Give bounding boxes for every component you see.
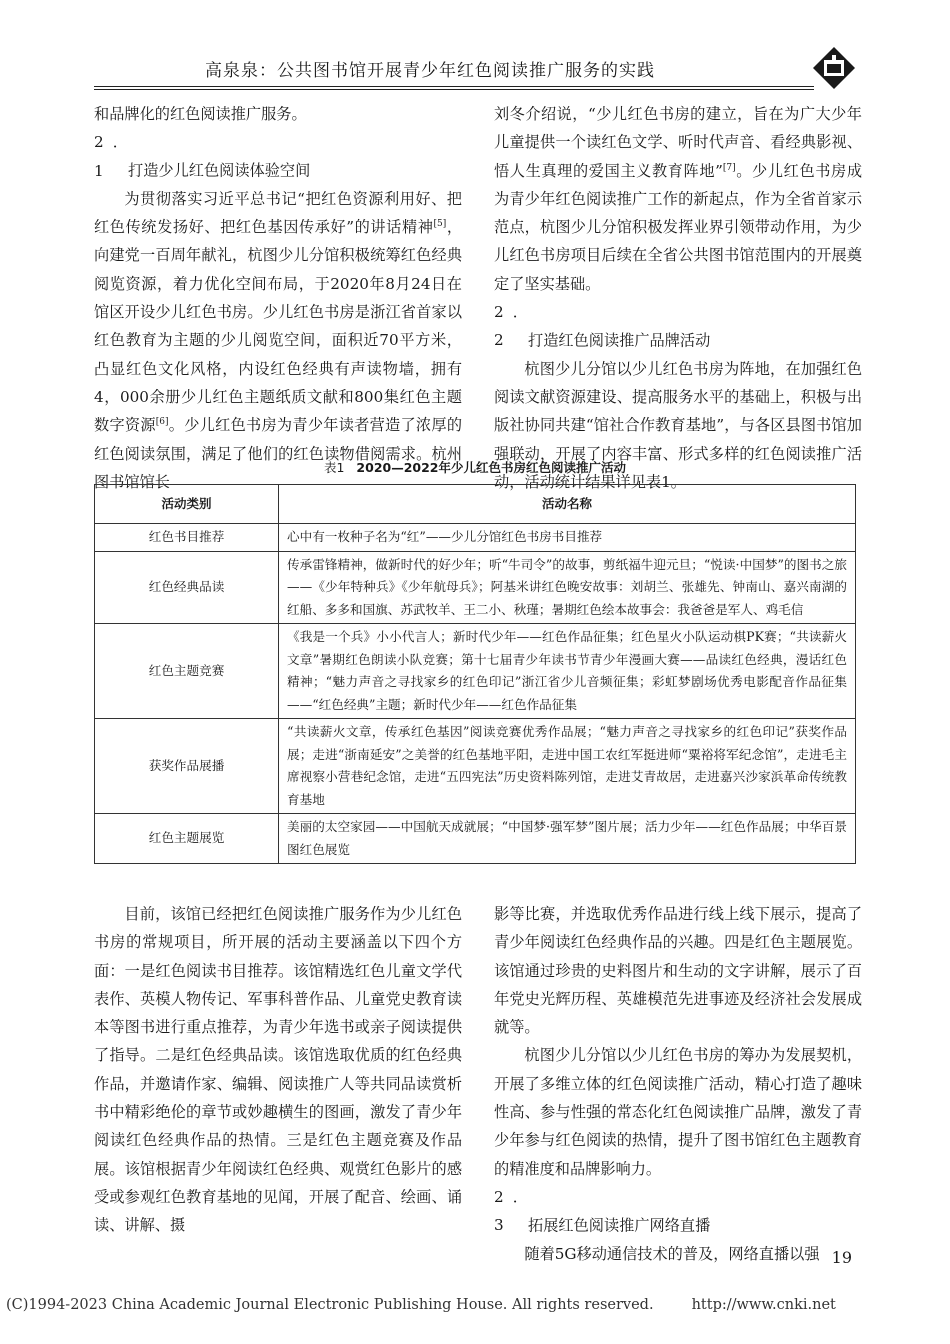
citation-ref: [6]	[155, 417, 169, 428]
table-row	[95, 624, 856, 719]
table-row	[95, 814, 856, 864]
table-cell-category: 获奖作品展播	[95, 719, 279, 814]
paragraph-live-streaming: 随着5G移动通信技术的普及，网络直播以强	[524, 1244, 820, 1263]
table-title: 2020—2022年少儿红色书房红色阅读推广活动	[356, 460, 627, 475]
paragraph-text: ，向建党一百周年献礼，杭图少儿分馆积极统筹红色经典阅览资源，着力优化空间布局，于2020年8月24日在馆区开设少儿红色书房。少儿红色书房是浙江省首家以红色教育为主题的少儿阅览空间，面积近70平方米，凸显红色文化风格，内设红色经典有声读物墙，拥有4，000余册少儿红色主题纸质文献和800集红色主题数字资源	[94, 218, 463, 435]
paragraph-reading-space	[94, 185, 462, 496]
paragraph-four-aspects-cont: 影等比赛，并选取优秀作品进行线上线下展示，提高了青少年阅读红色经典作品的兴趣。四是红色主题展览。该馆通过珍贵的史料图片和生动的文字讲解，展示了百年党史光辉历程、英雄模范先进事迹及经济社会发展成就等。	[494, 905, 862, 1037]
paragraph-brand-activities: 杭图少儿分馆以少儿红色书房为阵地，在加强红色阅读文献资源建设、提高服务水平的基础上，积极与出版社协同共建“馆社合作教育基地”，与各区县图书馆加强联动，开展了内容丰富、形式多样的红色阅读推广活动，活动统计结果详见表1。	[494, 359, 862, 491]
journal-logo-icon	[812, 46, 856, 90]
header-rule-double	[94, 89, 814, 90]
running-header	[94, 46, 856, 96]
table-cell-names: “共读薪火文章，传承红色基因”阅读竞赛优秀作品展；“魅力声音之寻找家乡的红色印记”获奖作品展；走进“浙南延安”之美誉的红色基地平阳，走进中国工农红军挺进师“粟裕将军纪念馆”，走进毛主席视察小营巷纪念馆，走进“五四宪法”历史资料陈列馆，走进艾青故居，走进嘉兴沙家浜革命传统教育基地	[279, 719, 856, 814]
paragraph-text: 。少儿红色书房成为青少年红色阅读推广工作的新起点，作为全省首家示范点，杭图少儿分馆积极发挥业界引领带动作用，为少儿红色书房项目后续在全省公共图书馆范围内的开展奠定了坚实基础。	[494, 161, 863, 293]
table-cell-category: 红色书目推荐	[95, 524, 279, 552]
cnki-link[interactable]: http://www.cnki.net	[691, 1297, 836, 1313]
column-right-bottom	[494, 900, 862, 1268]
column-left-top	[94, 100, 462, 496]
table-row	[95, 719, 856, 814]
citation-ref: [7]	[722, 162, 736, 173]
section-heading-2-1	[94, 128, 462, 185]
table-cell-names: 心中有一枚种子名为“红”——少儿分馆红色书房书目推荐	[279, 524, 856, 552]
table-caption	[94, 458, 856, 476]
table-header-row	[95, 485, 856, 524]
column-left-bottom	[94, 900, 462, 1240]
section-number: 2．2	[494, 303, 528, 350]
table-cell-category: 红色主题竞赛	[95, 624, 279, 719]
header-rule	[94, 86, 814, 87]
table-cell-category: 红色经典品读	[95, 551, 279, 624]
column-right-top	[494, 100, 862, 496]
table-cell-names: 美丽的太空家园——中国航天成就展；“中国梦·强军梦”图片展；活力少年——红色作品展；中华百景图红色展览	[279, 814, 856, 864]
page-number: 19	[831, 1248, 852, 1267]
table-cell-names: 《我是一个兵》小小代言人；新时代少年——红色作品征集；红色星火小队运动棋PK赛；“共读薪火文章”暑期红色朗读小队竞赛；第十七届青少年读书节青少年漫画大赛——品读红色经典，漫话红色精神；“魅力声音之寻找家乡的红色印记”浙江省少儿音频征集；彩虹梦剧场优秀电影配音作品征集——“红色经典”主题；新时代少年——红色作品征集	[279, 624, 856, 719]
table-row	[95, 524, 856, 552]
section-title: 打造红色阅读推广品牌活动	[528, 331, 711, 350]
citation-ref: [5]	[433, 219, 447, 230]
copyright-footer	[6, 1297, 836, 1313]
paragraph-four-aspects: 目前，该馆已经把红色阅读推广服务作为少儿红色书房的常规项目，所开展的活动主要涵盖以下四个方面：一是红色阅读书目推荐。该馆精选红色儿童文学代表作、英模人物传记、军事科普作品、儿童党史教育读本等图书进行重点推荐，为青少年选书或亲子阅读提供了指导。二是红色经典品读。该馆选取优质的红色经典作品，并邀请作家、编辑、阅读推广人等共同品读赏析书中精彩绝伦的章节或妙趣横生的图画，激发了青少年阅读红色经典作品的热情。三是红色主题竞赛及作品展。该馆根据青少年阅读红色经典、观赏红色影片的感受或参观红色教育基地的见闻，开展了配音、绘画、诵读、讲解、摄	[94, 905, 462, 1235]
section-number: 2．1	[94, 133, 128, 180]
table-header-names: 活动名称	[279, 485, 856, 524]
activities-table	[94, 484, 856, 864]
paragraph-brand-summary: 杭图少儿分馆以少儿红色书房的筹办为发展契机，开展了多维立体的红色阅读推广活动，精心打造了趣味性高、参与性强的常态化红色阅读推广品牌，激发了青少年参与红色阅读的热情，提升了图书馆红色主题教育的精准度和品牌影响力。	[494, 1046, 862, 1178]
section-heading-2-3	[494, 1183, 862, 1240]
intro-line: 和品牌化的红色阅读推广服务。	[94, 105, 307, 123]
table-header-category: 活动类别	[95, 485, 279, 524]
section-number: 2．3	[494, 1187, 528, 1235]
section-heading-2-2	[494, 298, 862, 355]
table-cell-category: 红色主题展览	[95, 814, 279, 864]
running-header-title: 高泉泉：公共图书馆开展青少年红色阅读推广服务的实践	[205, 61, 655, 81]
copyright-text: (C)1994-2023 China Academic Journal Electronic Publishing House. All rights reserved.	[6, 1297, 654, 1313]
section-title: 拓展红色阅读推广网络直播	[528, 1216, 711, 1235]
table-cell-names: 传承雷锋精神，做新时代的好少年；听“牛司令”的故事，剪纸福牛迎元旦；“悦读·中国梦”的图书之旅——《少年特种兵》《少年航母兵》；阿基米讲红色晚安故事：刘胡兰、张雄先、钟南山、嘉兴南湖的红船、多多和国旗、苏武牧羊、王二小、秋瑾；暑期红色绘本故事会：我爸爸是军人、鸡毛信	[279, 551, 856, 624]
paragraph-text: 。少儿红色书房为青少年读者营造了浓厚的红色阅读氛围，满足了他们的红色读物借阅需求。杭州图书馆馆长	[94, 416, 463, 491]
paragraph-text: 刘冬介绍说，“少儿红色书房的建立，旨在为广大少年儿童提供一个读红色文学、听时代声音、看经典影视、悟人生真理的爱国主义教育阵地”	[494, 105, 862, 180]
section-title: 打造少儿红色阅读体验空间	[128, 161, 311, 180]
table-row	[95, 551, 856, 624]
paragraph-director-quote	[494, 100, 862, 298]
paragraph-text: 为贯彻落实习近平总书记“把红色资源利用好、把红色传统发扬好、把红色基因传承好”的讲话精神	[94, 189, 462, 237]
table-number: 表1	[323, 460, 345, 475]
